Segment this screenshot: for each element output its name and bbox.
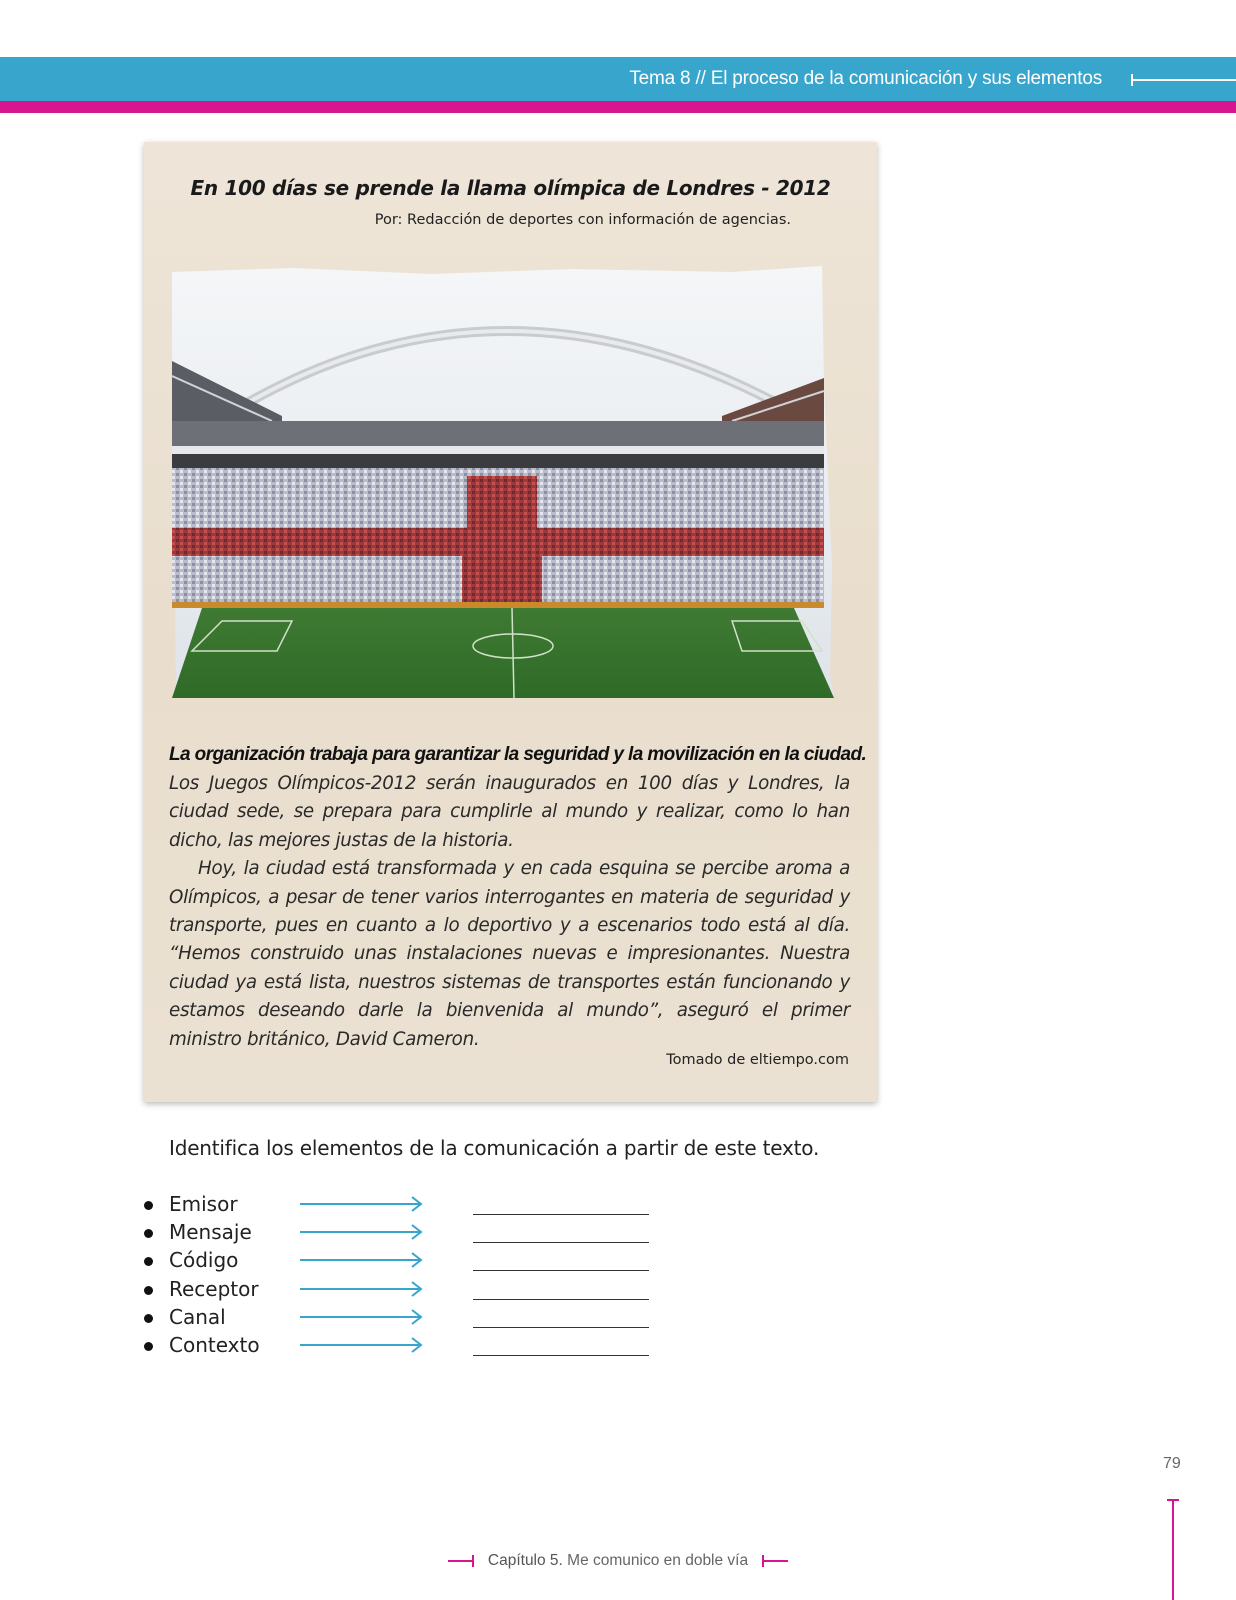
chapter-footer: [0, 1552, 1236, 1570]
element-label: Canal: [169, 1304, 226, 1329]
page-marker-line: [1172, 1500, 1174, 1600]
arrow-right-icon: [300, 1252, 424, 1268]
answer-blank[interactable]: [473, 1327, 649, 1328]
list-item: [140, 1220, 660, 1248]
exercise-instruction: Identifica los elementos de la comunicación a partir de este texto.: [169, 1136, 820, 1160]
article-byline: Por: Redacción de deportes con información de agencias.: [374, 212, 791, 228]
article-headline: En 100 días se prende la llama olímpica de Londres - 2012: [190, 176, 831, 200]
list-item: [140, 1192, 660, 1220]
arrow-right-icon: [300, 1224, 424, 1240]
answer-blank[interactable]: [473, 1242, 649, 1243]
header-line: [1131, 79, 1236, 81]
list-item: [140, 1277, 660, 1305]
bullet-icon: [144, 1314, 153, 1323]
article-body: [169, 770, 850, 1054]
bullet-icon: [144, 1257, 153, 1266]
arrow-right-icon: [300, 1309, 424, 1325]
footer-left-marker: [448, 1560, 474, 1562]
footer-right-marker: [762, 1560, 788, 1562]
bullet-icon: [144, 1342, 153, 1351]
bullet-icon: [144, 1229, 153, 1238]
chapter-number: Capítulo 5.: [487, 1552, 563, 1569]
answer-blank[interactable]: [473, 1355, 649, 1356]
element-label: Contexto: [169, 1332, 260, 1357]
topic-title: Tema 8 // El proceso de la comunicación y sus elementos: [629, 68, 1102, 89]
chapter-title: Me comunico en doble vía: [567, 1552, 749, 1569]
article-paragraph-2: Hoy, la ciudad está transformada y en cada esquina se percibe aroma a Olímpicos, a pesar de tener varios interrogantes en materia de seguridad y transporte, pues en cuanto a lo deportivo y a escenarios todo está al día. “Hemos construido unas instalaciones nuevas e impresionantes. Nuestra ciudad ya está lista, nuestros sistemas de transportes están funcionando y estamos deseando darle la bienvenida al mundo”, aseguró el primer ministro británico, David Cameron.: [169, 858, 850, 1050]
arrow-right-icon: [300, 1196, 424, 1212]
answer-blank[interactable]: [473, 1299, 649, 1300]
element-label: Emisor: [169, 1192, 238, 1216]
answer-blank[interactable]: [473, 1270, 649, 1271]
element-label: Código: [169, 1248, 239, 1273]
article-source: Tomado de eltiempo.com: [666, 1052, 849, 1068]
arrow-right-icon: [300, 1281, 424, 1297]
element-label: Receptor: [169, 1276, 259, 1301]
arrow-right-icon: [300, 1337, 424, 1353]
list-item: [140, 1305, 660, 1333]
page-number: 79: [1163, 1455, 1181, 1472]
list-item: [140, 1333, 660, 1361]
article-lead: La organización trabaja para garantizar la seguridad y la movilización en la ciudad.: [169, 744, 867, 765]
element-label: Mensaje: [169, 1220, 252, 1245]
header-accent-stripe: [0, 101, 1236, 113]
news-article-card: [144, 142, 877, 1102]
list-item: [140, 1248, 660, 1276]
article-paragraph-1: Los Juegos Olímpicos-2012 serán inaugurados en 100 días y Londres, la ciudad sede, se prepara para cumplirle al mundo y realizar, como lo han dicho, las mejores justas de la historia.: [169, 773, 850, 851]
bullet-icon: [144, 1286, 153, 1295]
answer-blank[interactable]: [473, 1214, 649, 1215]
communication-elements-list: [140, 1192, 660, 1361]
bullet-icon: [144, 1201, 153, 1210]
